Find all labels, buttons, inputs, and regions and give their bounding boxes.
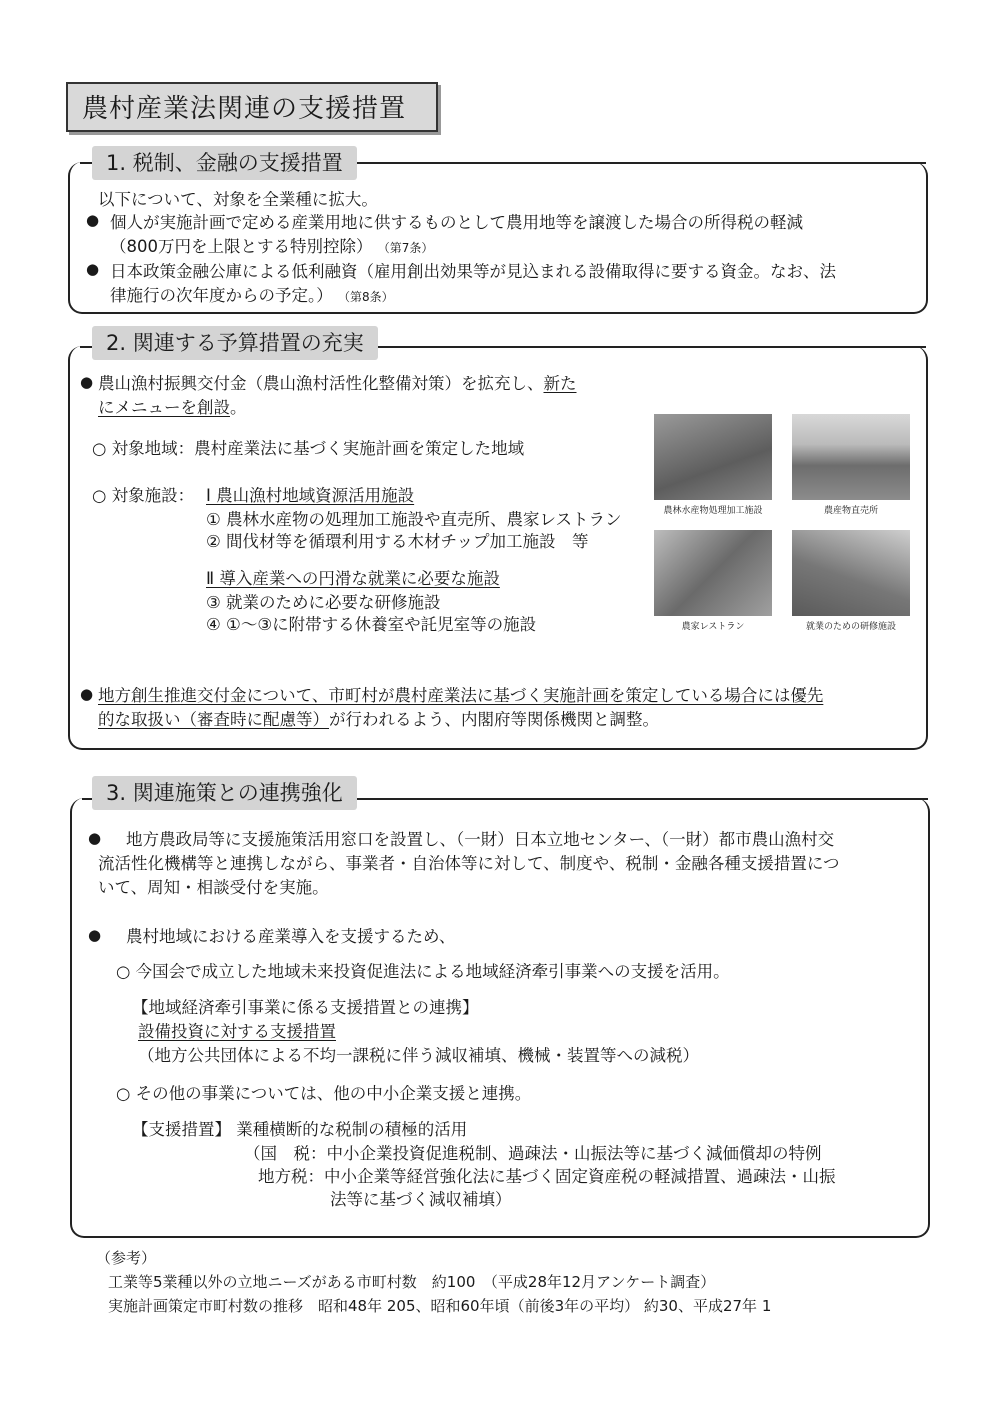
coordination-text: が行われるよう、内閣府等関係機関と調整。 xyxy=(329,710,659,729)
special-deduction-text: （800万円を上限とする特別控除） xyxy=(110,237,373,256)
facility-item-2: ② 間伐材等を循環利用する木材チップ加工施設 等 xyxy=(206,532,589,551)
section-3-bullet-1-line-3: いて、周知・相談受付を実施。 xyxy=(98,878,329,897)
grant-expansion-text: 農山漁村振興交付金（農山漁村活性化整備対策）を拡充し、 xyxy=(98,374,544,393)
photo-caption-2: 農産物直売所 xyxy=(823,506,878,516)
section-2-heading: 2. 関連する予算措置の充実 xyxy=(92,326,378,360)
regional-future-investment: ○ 今国会で成立した地域未来投資促進法による地域経済牽引事業への支援を活用。 xyxy=(116,962,730,981)
section-2-bullet-2-line-2 xyxy=(98,708,659,732)
facility-category-2: Ⅱ 導入産業への円滑な就業に必要な施設 xyxy=(206,569,500,588)
section-2-bullet-1-line-2 xyxy=(98,396,247,420)
section-3-heading: 3. 関連施策との連携強化 xyxy=(92,776,357,810)
facility-item-3: ③ 就業のために必要な研修施設 xyxy=(206,593,441,612)
section-2-bullet-1-line-1 xyxy=(98,372,577,396)
bullet-icon: ● xyxy=(80,373,94,391)
section-1-bullet-1-line-2 xyxy=(110,235,433,260)
local-tax-line-2: 法等に基づく減収補填） xyxy=(330,1190,512,1209)
photo-processing-facility xyxy=(654,414,772,500)
section-1-bullet-1-line-1: 個人が実施計画で定める産業用地に供するものとして農用地等を譲渡した場合の所得税の軽減 xyxy=(110,213,803,232)
page-title: 農村産業法関連の支援措置 xyxy=(66,82,438,132)
bullet-icon: ● xyxy=(88,926,102,944)
support-measures-heading: 【支援措置】 業種横断的な税制の積極的活用 xyxy=(132,1120,468,1139)
new-menu-text-a: 新た xyxy=(543,374,577,393)
target-facility-label: ○ 対象施設： xyxy=(92,486,195,505)
capex-support-detail: （地方公共団体による不均一課税に伴う減収補填、機械・装置等への減税） xyxy=(138,1046,699,1065)
photo-caption-1: 農林水産物処理加工施設 xyxy=(663,506,763,516)
reference-heading: （参考） xyxy=(96,1249,157,1267)
bullet-icon: ● xyxy=(86,211,100,229)
facility-item-1: ① 農林水産物の処理加工施設や直売所、農家レストラン xyxy=(206,510,622,529)
section-1-heading: 1. 税制、金融の支援措置 xyxy=(92,146,357,180)
national-tax-line: （国 税：中小企業投資促進税制、過疎法・山振法等に基づく減価償却の特例 xyxy=(244,1144,822,1163)
photo-training-facility xyxy=(792,530,910,616)
target-area: ○ 対象地域：農村産業法に基づく実施計画を策定した地域 xyxy=(92,439,525,458)
bullet-icon: ● xyxy=(80,685,94,703)
priority-handling-text: 的な取扱い（審査時に配慮等） xyxy=(98,710,329,729)
reference-line-1: 工業等5業種以外の立地ニーズがある市町村数 約100 （平成28年12月アンケート調査） xyxy=(108,1273,716,1291)
photo-farm-restaurant xyxy=(654,530,772,616)
regional-economy-heading: 【地域経済牽引事業に係る支援措置との連携】 xyxy=(132,998,479,1017)
bullet-icon: ● xyxy=(88,829,102,847)
section-3-bullet-2: 農村地域における産業導入を支援するため、 xyxy=(126,927,456,946)
facility-category-1: Ⅰ 農山漁村地域資源活用施設 xyxy=(206,486,415,505)
loan-text: 律施行の次年度からの予定。） xyxy=(110,286,333,305)
period: 。 xyxy=(230,398,247,417)
reference-line-2: 実施計画策定市町村数の推移 昭和48年 205、昭和60年頃（前後3年の平均） 約30、平成27年 1 xyxy=(108,1297,772,1315)
article-7-note: （第7条） xyxy=(377,241,434,255)
article-8-note: （第8条） xyxy=(338,290,394,304)
local-tax-line-1: 地方税：中小企業等経営強化法に基づく固定資産税の軽減措置、過疎法・山振 xyxy=(258,1167,836,1186)
photo-direct-sales xyxy=(792,414,910,500)
photo-caption-4: 就業のための研修施設 xyxy=(805,622,896,632)
new-menu-text-b: にメニューを創設 xyxy=(98,398,230,417)
other-business-support: ○ その他の事業については、他の中小企業支援と連携。 xyxy=(116,1084,532,1103)
section-3-bullet-1-line-2: 流活性化機構等と連携しながら、事業者・自治体等に対して、制度や、税制・金融各種支援措置につ xyxy=(98,854,840,873)
capex-support: 設備投資に対する支援措置 xyxy=(138,1022,336,1041)
section-2-bullet-2-line-1: 地方創生推進交付金について、市町村が農村産業法に基づく実施計画を策定している場合には優先 xyxy=(98,686,824,705)
section-1-bullet-2-line-2 xyxy=(110,284,394,309)
section-1-intro: 以下について、対象を全業種に拡大。 xyxy=(98,190,378,209)
bullet-icon: ● xyxy=(86,260,100,278)
facility-item-4: ④ ①～③に附帯する休養室や託児室等の施設 xyxy=(206,615,537,634)
section-1-bullet-2-line-1: 日本政策金融公庫による低利融資（雇用創出効果等が見込まれる設備取得に要する資金。なお、法 xyxy=(110,262,836,281)
section-3-bullet-1-line-1: 地方農政局等に支援施策活用窓口を設置し、（一財）日本立地センター、（一財）都市農山漁村交 xyxy=(126,830,835,849)
photo-caption-3: 農家レストラン xyxy=(681,622,745,632)
